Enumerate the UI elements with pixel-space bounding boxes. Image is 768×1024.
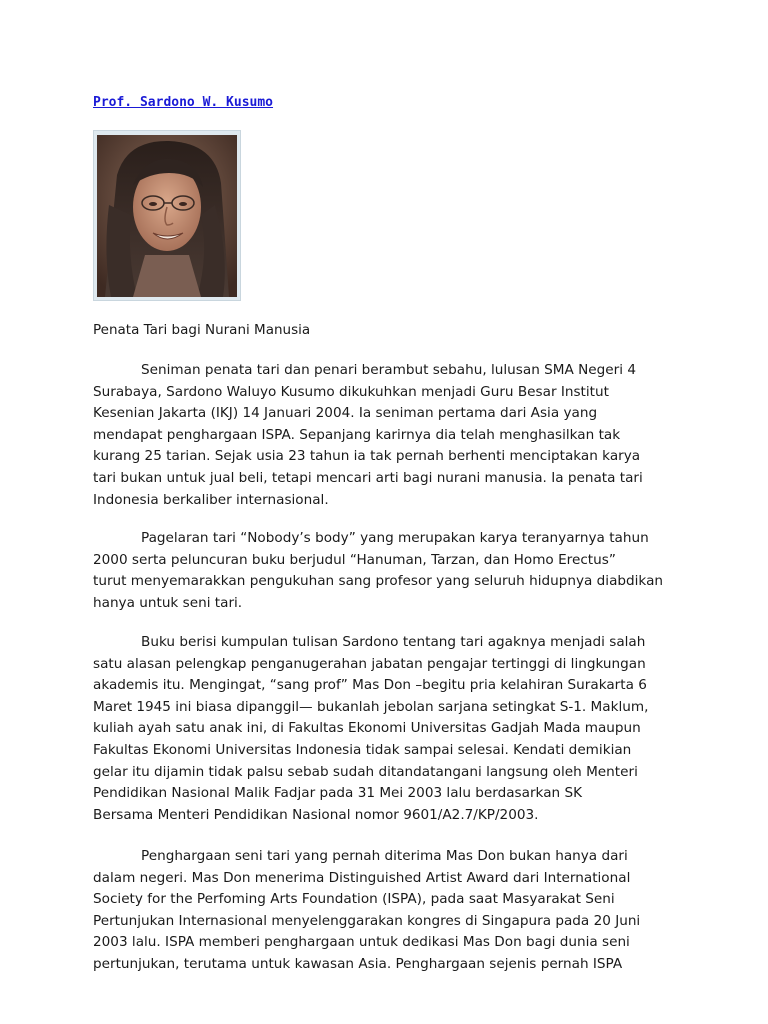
- paragraph-line: turut menyemarakkan pengukuhan sang profesor yang seluruh hidupnya diabdikan: [93, 573, 664, 590]
- article-paragraph: [93, 632, 713, 826]
- paragraph-line: Fakultas Ekonomi Universitas Indonesia tidak sampai selesai. Kendati demikian: [93, 741, 632, 758]
- paragraph-line: mendapat penghargaan ISPA. Sepanjang karirnya dia telah menghasilkan tak: [93, 426, 621, 443]
- article-paragraph: [93, 846, 713, 976]
- paragraph-line: Surabaya, Sardono Waluyo Kusumo dikukuhkan menjadi Guru Besar Institut: [93, 383, 609, 400]
- paragraph-line: Society for the Perfoming Arts Foundation (ISPA), pada saat Masyarakat Seni: [93, 891, 615, 908]
- paragraph-line: dalam negeri. Mas Don menerima Distinguished Artist Award dari International: [93, 869, 631, 886]
- paragraph-line: kurang 25 tarian. Sejak usia 23 tahun ia tak pernah berhenti menciptakan karya: [93, 448, 641, 465]
- paragraph-line: Pagelaran tari “Nobody’s body” yang merupakan karya teranyarnya tahun: [141, 530, 649, 546]
- paragraph-line: Buku berisi kumpulan tulisan Sardono tentang tari agaknya menjadi salah: [141, 634, 646, 650]
- paragraph-line: gelar itu dijamin tidak palsu sebab sudah ditandatangani langsung oleh Menteri: [93, 763, 638, 780]
- paragraph-line: Bersama Menteri Pendidikan Nasional nomor 9601/A2.7/KP/2003.: [93, 806, 539, 823]
- portrait-photo-frame: [93, 130, 241, 301]
- portrait-illustration: [97, 135, 237, 297]
- paragraph-line: Maret 1945 ini biasa dipanggil— bukanlah jebolan sarjana setingkat S-1. Maklum,: [93, 698, 649, 715]
- article-paragraph: [93, 528, 713, 614]
- paragraph-line: Seniman penata tari dan penari berambut sebahu, lulusan SMA Negeri 4: [141, 362, 636, 378]
- paragraph-line: tari bukan untuk jual beli, tetapi mencari arti bagi nurani manusia. Ia penata tari: [93, 469, 643, 486]
- paragraph-line: 2003 lalu. ISPA memberi penghargaan untuk dedikasi Mas Don bagi dunia seni: [93, 934, 630, 951]
- paragraph-line: Indonesia berkaliber internasional.: [93, 491, 329, 508]
- paragraph-line: satu alasan pelengkap penganugerahan jabatan pengajar tertinggi di lingkungan: [93, 655, 646, 672]
- paragraph-line: Pendidikan Nasional Malik Fadjar pada 31 Mei 2003 lalu berdasarkan SK: [93, 785, 583, 802]
- paragraph-line: pertunjukan, terutama untuk kawasan Asia. Penghargaan sejenis pernah ISPA: [93, 955, 623, 972]
- paragraph-line: kuliah ayah satu anak ini, di Fakultas Ekonomi Universitas Gadjah Mada maupun: [93, 720, 641, 737]
- paragraph-line: Kesenian Jakarta (IKJ) 14 Januari 2004. Ia seniman pertama dari Asia yang: [93, 405, 598, 422]
- portrait-photo: [97, 135, 237, 297]
- article-subtitle: Penata Tari bagi Nurani Manusia: [93, 322, 311, 338]
- paragraph-line: Pertunjukan Internasional menyelenggarakan kongres di Singapura pada 20 Juni: [93, 912, 641, 929]
- article-title-link[interactable]: Prof. Sardono W. Kusumo: [93, 95, 274, 110]
- paragraph-line: Penghargaan seni tari yang pernah diterima Mas Don bukan hanya dari: [141, 848, 628, 864]
- paragraph-line: akademis itu. Mengingat, “sang prof” Mas Don –begitu pria kelahiran Surakarta 6: [93, 677, 647, 694]
- paragraph-line: 2000 serta peluncuran buku berjudul “Hanuman, Tarzan, dan Homo Erectus”: [93, 551, 616, 568]
- article-paragraph: [93, 360, 713, 511]
- paragraph-line: hanya untuk seni tari.: [93, 594, 243, 611]
